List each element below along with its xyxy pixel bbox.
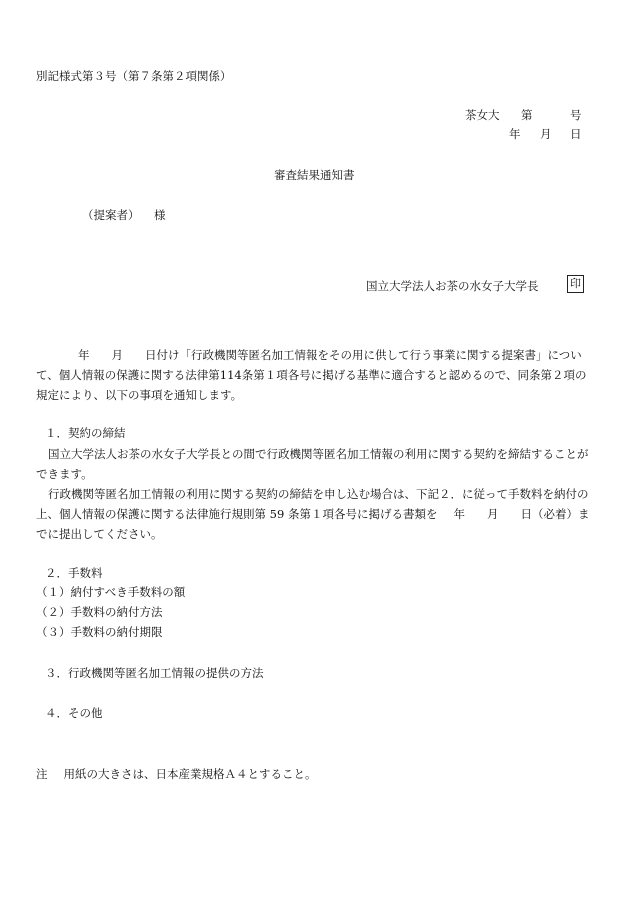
section2-item-1: （１）納付すべき手数料の額 [36, 585, 186, 599]
sender-name: 国立大学法人お茶の水女子大学長 [366, 279, 539, 293]
form-header: 別記様式第３号（第７条第２項関係） [36, 69, 232, 83]
section1-para2-text: 行政機関等匿名加工情報の利用に関する契約の締結を申し込む場合は、下記２．に従って手数料を納付の上、個人情報の保護に関する法律施行規則第 59 条第１項各号に掲げる書類を [36, 487, 589, 521]
section3-heading: ３．行政機関等匿名加工情報の提供の方法 [45, 666, 264, 680]
section1-para2 [36, 484, 596, 544]
intro-paragraph [36, 345, 596, 405]
issuer-univ-abbrev: 茶女大 [465, 108, 500, 122]
note-label: 注 [36, 767, 48, 781]
seal-mark: 印 [567, 275, 584, 293]
section1-deadline-month: 月 [486, 507, 499, 521]
issue-date-month: 月 [540, 127, 552, 141]
intro-date-month: 月 [111, 348, 123, 362]
intro-date-year: 年 [78, 348, 90, 362]
issue-date-year: 年 [509, 127, 521, 141]
section1-deadline-year: 年 [453, 507, 465, 521]
intro-text: 日付け「行政機関等匿名加工情報をその用に供して行う事業に関する提案書」について、個人情報の保護に関する法律第114条第１項各号に掲げる基準に適合すると認めるので、同条第２項の規定により、以下の事項を通知します。 [36, 348, 587, 402]
section2-item-3: （３）手数料の納付期限 [36, 625, 163, 639]
note-text: 用紙の大きさは、日本産業規格Ａ４とすること。 [63, 767, 317, 781]
issuer-number-go: 号 [570, 108, 582, 122]
section1-deadline-day: 日（必着）までに提出してください。 [36, 507, 590, 541]
document-title: 審査結果通知書 [274, 168, 355, 182]
section1-heading: １．契約の締結 [45, 426, 126, 440]
recipient-role: （提案者） [82, 208, 140, 222]
section4-heading: ４．その他 [45, 706, 103, 720]
note [36, 766, 317, 782]
issue-date-day: 日 [570, 127, 582, 141]
section2-heading: ２．手数料 [45, 566, 103, 580]
section1-para1: 国立大学法人お茶の水女子大学長との間で行政機関等匿名加工情報の利用に関する契約を締結することができます。 [36, 447, 589, 481]
section2-item-2: （２）手数料の納付方法 [36, 605, 163, 619]
issuer-number-dai: 第 [521, 108, 533, 122]
recipient-honorific: 様 [154, 208, 166, 222]
